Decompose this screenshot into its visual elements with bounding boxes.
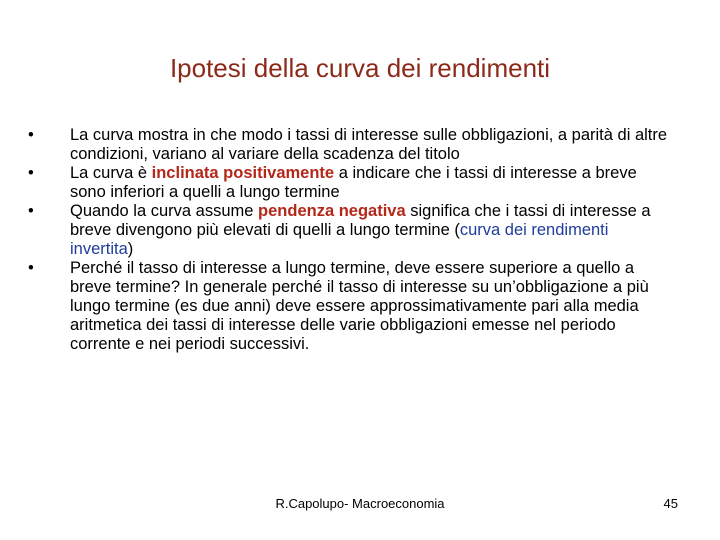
- bullet-text: La curva è: [70, 164, 152, 182]
- bullet-text: a indicare che i tassi di interesse a breve sono inferiori a quelli a lungo termine: [70, 164, 637, 201]
- bullet-item: [28, 164, 668, 202]
- highlight-term-blue: curva dei rendimenti invertita: [70, 221, 609, 258]
- bullet-icon: •: [28, 164, 34, 182]
- bullet-icon: •: [28, 202, 34, 220]
- bullet-item: [28, 202, 668, 259]
- footer-source: R.Capolupo- Macroeconomia: [275, 496, 445, 511]
- bullet-icon: •: [28, 259, 34, 277]
- page-number: 45: [663, 496, 678, 511]
- highlight-term: inclinata positivamente: [151, 164, 335, 182]
- bullet-list: [28, 126, 668, 354]
- bullet-text: significa che i tassi di interesse a breve divengono più elevati di quelli a lungo termine (: [70, 202, 651, 239]
- bullet-text: Perché il tasso di interesse a lungo termine, deve essere superiore a quello a breve termine? In generale perché il tasso di interesse su un’obbligazione a più lungo termine (es due anni) deve essere approssimativamente pari alla media aritmetica dei tassi di interesse delle varie obbligazioni emesse nel periodo corrente e nei periodi successivi.: [70, 259, 649, 353]
- bullet-icon: •: [28, 126, 34, 144]
- slide-title: Ipotesi della curva dei rendimenti: [169, 53, 551, 83]
- bullet-item: [28, 259, 668, 354]
- bullet-text: La curva mostra in che modo i tassi di interesse sulle obbligazioni, a parità di altre condizioni, variano al variare della scadenza del titolo: [70, 126, 668, 163]
- bullet-text: Quando la curva assume: [70, 202, 259, 220]
- bullet-item: [28, 126, 668, 164]
- highlight-term: pendenza negativa: [258, 202, 406, 220]
- bullet-text: ): [127, 240, 134, 258]
